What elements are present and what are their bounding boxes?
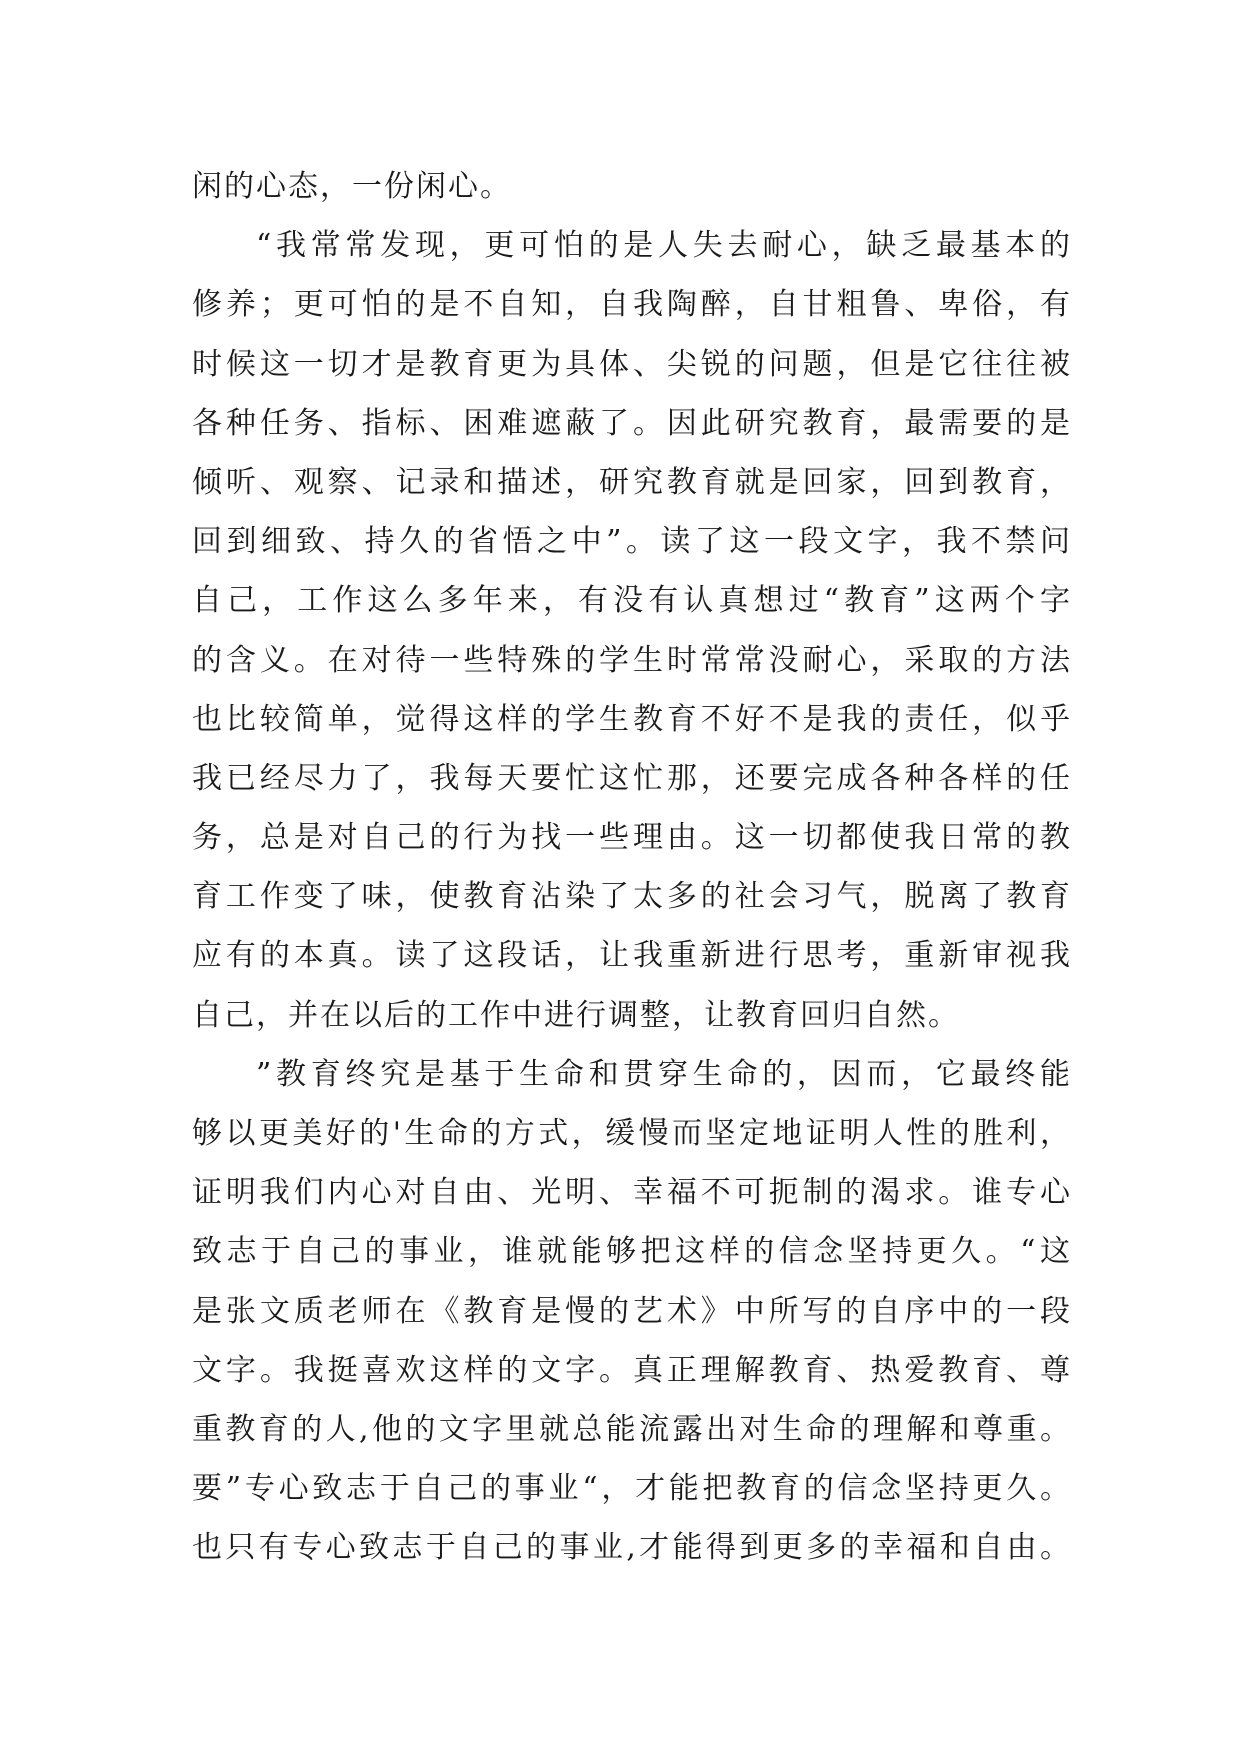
text-line: 也比较简单，觉得这样的学生教育不好不是我的责任，似乎 [192, 701, 1072, 737]
text-line: ”教育终究是基于生命和贯穿生命的，因而，它最终能 [256, 1056, 1072, 1092]
text-line: 自己，工作这么多年来，有没有认真想过“教育”这两个字 [192, 583, 1072, 619]
text-line: 证明我们内心对自由、光明、幸福不可扼制的渴求。谁专心 [192, 1175, 1072, 1211]
text-line: 回到细致、持久的省悟之中”。读了这一段文字，我不禁问 [192, 524, 1072, 560]
text-line: 时候这一切才是教育更为具体、尖锐的问题，但是它往往被 [192, 346, 1072, 382]
text-line: 各种任务、指标、困难遮蔽了。因此研究教育，最需要的是 [192, 405, 1072, 441]
text-line: 重教育的人,他的文字里就总能流露出对生命的理解和尊重。 [192, 1411, 1072, 1447]
text-line: 修养；更可怕的是不自知，自我陶醉，自甘粗鲁、卑俗，有 [192, 287, 1072, 323]
text-line: 自己，并在以后的工作中进行调整，让教育回归自然。 [192, 997, 960, 1033]
text-line: 我已经尽力了，我每天要忙这忙那，还要完成各种各样的任 [192, 760, 1072, 796]
body-text [192, 157, 1072, 1578]
text-line: “我常常发现，更可怕的是人失去耐心，缺乏最基本的 [256, 228, 1072, 264]
text-line: 够以更美好的'生命的方式，缓慢而坚定地证明人性的胜利， [192, 1116, 1072, 1151]
text-line: 是张文质老师在《教育是慢的艺术》中所写的自序中的一段 [192, 1293, 1072, 1329]
text-line: 应有的本真。读了这段话，让我重新进行思考，重新审视我 [192, 938, 1072, 974]
text-line: 闲的心态，一份闲心。 [192, 169, 512, 204]
text-line: 倾听、观察、记录和描述，研究教育就是回家，回到教育， [192, 464, 1072, 500]
text-line: 育工作变了味，使教育沾染了太多的社会习气，脱离了教育 [192, 879, 1072, 915]
text-line: 务，总是对自己的行为找一些理由。这一切都使我日常的教 [192, 820, 1072, 856]
text-line: 文字。我挺喜欢这样的文字。真正理解教育、热爱教育、尊 [192, 1352, 1072, 1388]
text-line: 要”专心致志于自己的事业“，才能把教育的信念坚持更久。 [192, 1471, 1072, 1507]
text-line: 也只有专心致志于自己的事业,才能得到更多的幸福和自由。 [192, 1530, 1072, 1566]
text-line: 的含义。在对待一些特殊的学生时常常没耐心，采取的方法 [192, 642, 1072, 678]
text-line: 致志于自己的事业，谁就能够把这样的信念坚持更久。“这 [192, 1234, 1072, 1270]
